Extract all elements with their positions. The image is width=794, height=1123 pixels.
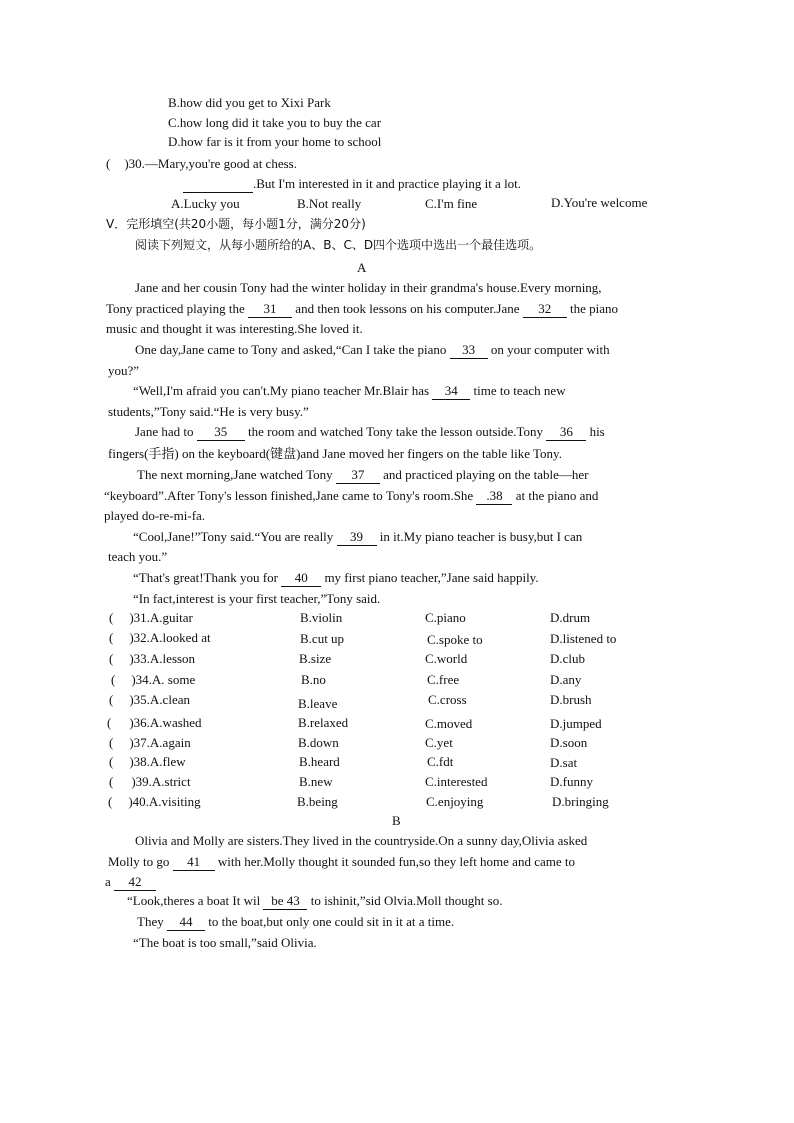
- option-b: B.violin: [300, 610, 343, 625]
- option-b: B.no: [301, 672, 326, 687]
- option-b: B.relaxed: [298, 715, 349, 730]
- option-b: B.cut up: [300, 631, 345, 646]
- section-instruction: 阅读下列短文，从每小题所给的A、B、C、D四个选项中选出一个最佳选项。: [135, 238, 542, 252]
- passage-a-line: “That's great!Thank you for 40 my first piano teacher,”Jane said happily.: [133, 570, 539, 585]
- option-c: C.interested: [425, 774, 488, 789]
- option-d: D.bringing: [552, 794, 609, 809]
- option-c: C.cross: [428, 692, 467, 707]
- passage-a-line: students,”Tony said.“He is very busy.”: [108, 404, 309, 419]
- q30-option-d: D.You're welcome: [551, 195, 648, 210]
- q30-option-b: B.Not really: [297, 196, 362, 211]
- answer-paren[interactable]: (: [106, 156, 111, 171]
- passage-b-line: a 42: [105, 874, 156, 891]
- option-d: D.listened to: [550, 631, 617, 646]
- option-d: D.funny: [550, 774, 593, 789]
- option-c: C.moved: [425, 716, 473, 731]
- q30-option-c: C.I'm fine: [425, 196, 478, 211]
- option-d: D.soon: [550, 735, 588, 750]
- option-b: B.heard: [299, 754, 340, 769]
- section-title: V．完形填空(共20小题，每小题1分，满分20分): [106, 217, 366, 231]
- passage-a-heading: A: [357, 260, 367, 275]
- answer-paren[interactable]: (: [109, 651, 114, 666]
- passage-a-line: The next morning,Jane watched Tony 37 and practiced playing on the table—her: [137, 467, 589, 482]
- option-c: C.yet: [425, 735, 453, 750]
- answer-paren[interactable]: (: [108, 794, 113, 809]
- option-d: D.club: [550, 651, 586, 666]
- passage-a-line: “keyboard”.After Tony's lesson finished,Jane came to Tony's room.She .38 at the piano and: [104, 488, 599, 503]
- answer-paren[interactable]: (: [109, 774, 114, 789]
- blank-33[interactable]: 33: [450, 342, 488, 359]
- option-c: C.piano: [425, 610, 466, 625]
- blank-40[interactable]: 40: [281, 570, 321, 587]
- option-b: B.size: [299, 651, 332, 666]
- q29-option-d: D.how far is it from your home to school: [168, 134, 382, 149]
- passage-a-line: Tony practiced playing the 31 and then took lessons on his computer.Jane 32 the piano: [106, 301, 619, 316]
- passage-a-line: One day,Jane came to Tony and asked,“Can I take the piano 33 on your computer with: [135, 342, 610, 357]
- answer-blank[interactable]: [183, 176, 253, 193]
- q-row: ( )37.A.again: [109, 735, 191, 750]
- option-b: B.leave: [298, 696, 338, 711]
- blank-44[interactable]: 44: [167, 914, 205, 931]
- passage-b-line: “The boat is too small,”said Olivia.: [133, 935, 317, 950]
- blank-35[interactable]: 35: [197, 424, 245, 441]
- option-d: D.jumped: [550, 716, 602, 731]
- option-b: B.down: [298, 735, 339, 750]
- blank-34[interactable]: 34: [432, 383, 470, 400]
- option-d: D.drum: [550, 610, 591, 625]
- option-c: C.world: [425, 651, 468, 666]
- passage-a-line: fingers(手指) on the keyboard(键盘)and Jane moved her fingers on the table like Tony.: [108, 446, 562, 461]
- option-b: B.being: [297, 794, 338, 809]
- answer-paren[interactable]: (: [107, 715, 112, 730]
- q-row: ( )38.A.flew: [109, 754, 186, 769]
- blank-37[interactable]: 37: [336, 467, 380, 484]
- answer-paren[interactable]: (: [109, 754, 114, 769]
- passage-b-line: “Look,theres a boat It wil be 43 to ishinit,”sid Olvia.Moll thought so.: [127, 893, 503, 908]
- answer-paren[interactable]: (: [109, 630, 114, 645]
- blank-41[interactable]: 41: [173, 854, 215, 871]
- q29-option-b: B.how did you get to Xixi Park: [168, 95, 331, 110]
- q-row: ( )36.A.washed: [107, 715, 202, 730]
- option-c: C.enjoying: [426, 794, 484, 809]
- blank-39[interactable]: 39: [337, 529, 377, 546]
- passage-a-line: Jane had to 35 the room and watched Tony take the lesson outside.Tony 36 his: [135, 424, 605, 439]
- answer-paren[interactable]: (: [109, 610, 114, 625]
- passage-a-line: you?”: [108, 363, 140, 378]
- option-d: D.sat: [550, 755, 578, 770]
- passage-b-line: Olivia and Molly are sisters.They lived in the countryside.On a sunny day,Olivia asked: [135, 833, 588, 848]
- blank-38[interactable]: .38: [476, 488, 512, 505]
- passage-a-line: “Cool,Jane!”Tony said.“You are really 39 in it.My piano teacher is busy,but I can: [133, 529, 583, 544]
- q-row: ( )33.A.lesson: [109, 651, 196, 666]
- passage-a-line: played do-re-mi-fa.: [104, 508, 206, 523]
- passage-a-line: music and thought it was interesting.She loved it.: [106, 321, 363, 336]
- passage-a-line: “In fact,interest is your first teacher,”Tony said.: [133, 591, 381, 606]
- q-row: ( )31.A.guitar: [109, 610, 193, 625]
- blank-32[interactable]: 32: [523, 301, 567, 318]
- option-c: C.free: [427, 672, 460, 687]
- q30-line2: .But I'm interested in it and practice playing it a lot.: [183, 176, 521, 193]
- blank-31[interactable]: 31: [248, 301, 292, 318]
- passage-a-line: “Well,I'm afraid you can't.My piano teacher Mr.Blair has 34 time to teach new: [133, 383, 566, 398]
- option-c: C.fdt: [427, 754, 454, 769]
- q-row: ( )32.A.looked at: [109, 630, 211, 645]
- q-row: ( )35.A.clean: [109, 692, 190, 707]
- blank-43[interactable]: be 43: [263, 893, 307, 910]
- option-c: C.spoke to: [427, 632, 483, 647]
- answer-paren[interactable]: (: [111, 672, 116, 687]
- q30-option-a: A.Lucky you: [171, 196, 240, 211]
- passage-b-heading: B: [392, 813, 401, 828]
- q-row: ( )40.A.visiting: [108, 794, 201, 809]
- passage-a-line: Jane and her cousin Tony had the winter holiday in their grandma's house.Every morning,: [135, 280, 602, 295]
- q30-stem: ( )30.—Mary,you're good at chess.: [106, 156, 297, 171]
- blank-42[interactable]: 42: [114, 874, 156, 891]
- answer-paren[interactable]: (: [109, 692, 114, 707]
- option-b: B.new: [299, 774, 333, 789]
- option-d: D.any: [550, 672, 582, 687]
- blank-36[interactable]: 36: [546, 424, 586, 441]
- passage-b-line: Molly to go 41 with her.Molly thought it sounded fun,so they left home and came to: [108, 854, 575, 869]
- option-d: D.brush: [550, 692, 592, 707]
- answer-paren[interactable]: (: [109, 735, 114, 750]
- q-row: ( )39.A.strict: [109, 774, 191, 789]
- passage-a-line: teach you.”: [108, 549, 168, 564]
- passage-b-line: They 44 to the boat,but only one could sit in it at a time.: [137, 914, 455, 929]
- q29-option-c: C.how long did it take you to buy the car: [168, 115, 382, 130]
- q-row: ( )34.A. some: [111, 672, 196, 687]
